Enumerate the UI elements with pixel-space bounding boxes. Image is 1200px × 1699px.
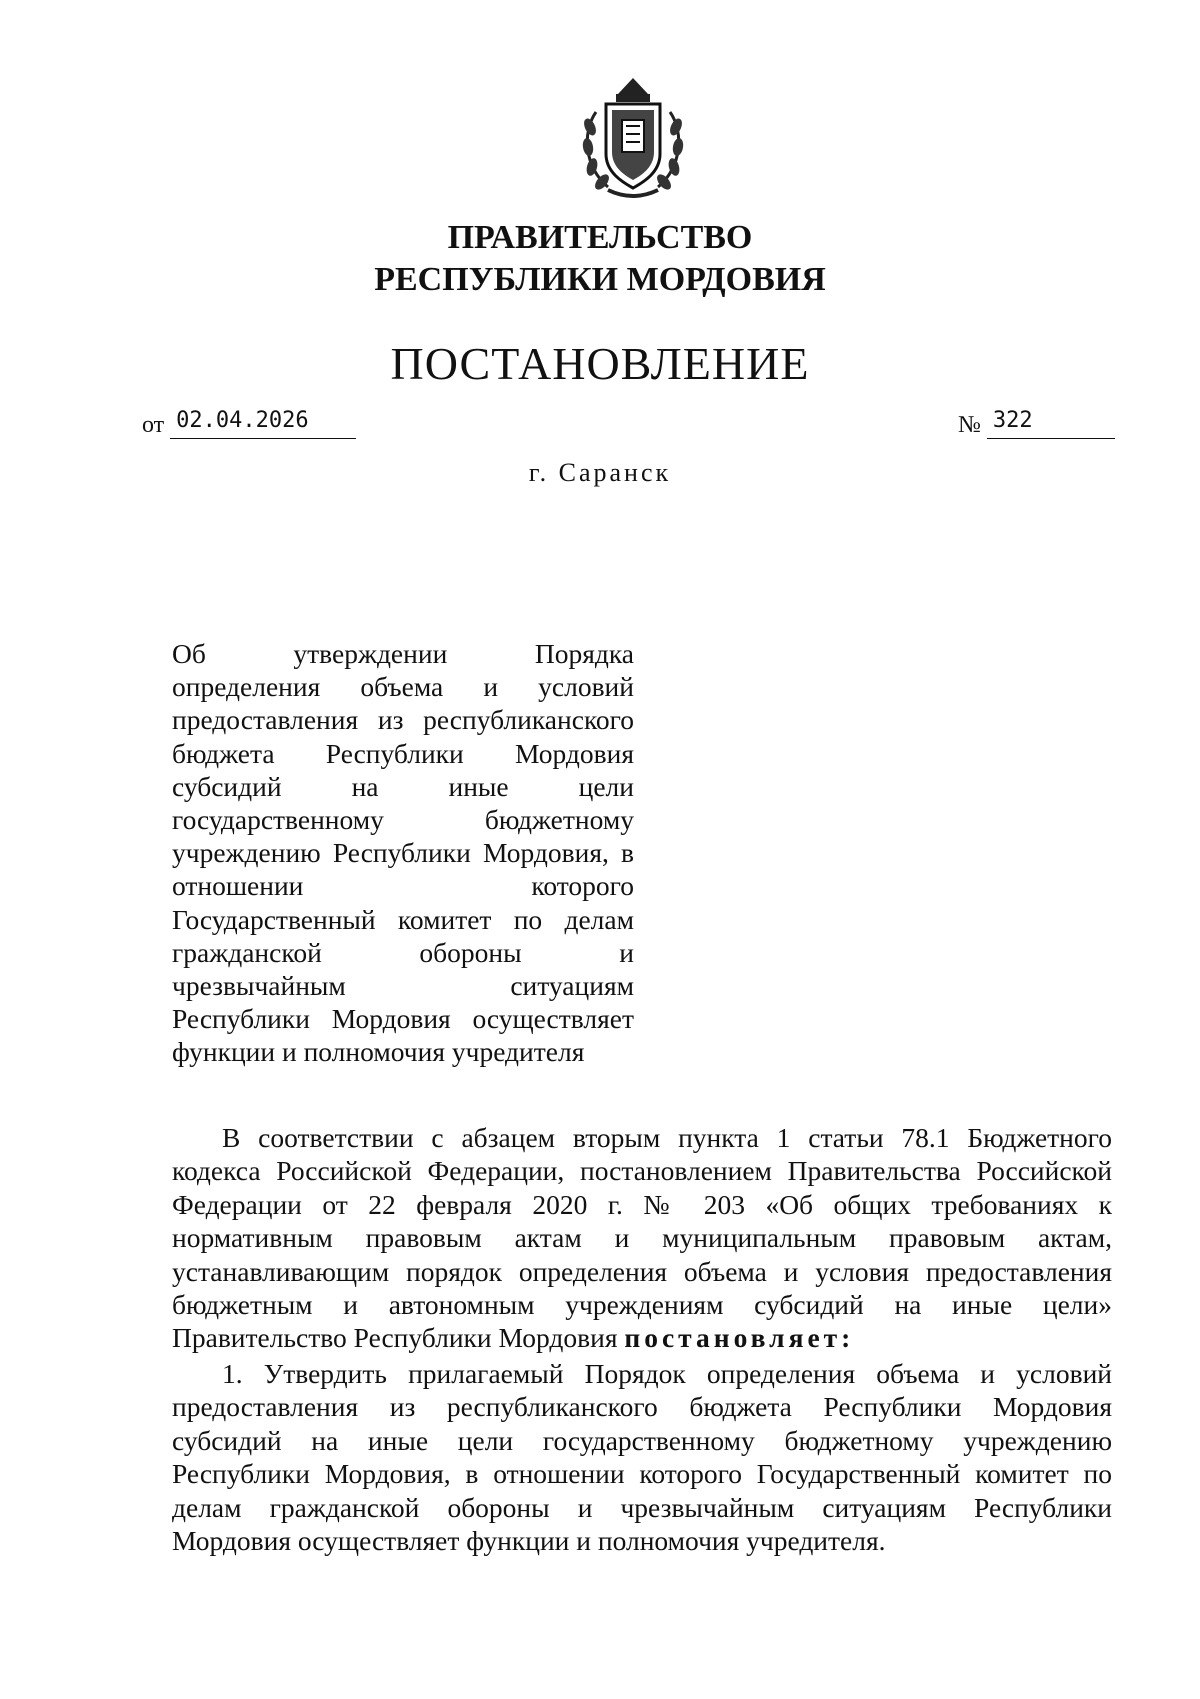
resolves-word: постановляет: [624,1322,855,1354]
subject-line: государственному бюджетному [172,804,634,836]
subject-line: гражданской обороны и [172,936,634,968]
paragraph-line: предоставления из республиканского бюджета Республики Мордовия [172,1391,1112,1423]
paragraph-line: 1. Утвердить прилагаемый Порядок определения объема и условий [222,1358,1112,1389]
paragraph-line: кодекса Российской Федерации, постановлением Правительства Российской [172,1155,1112,1187]
subject-line: функции и полномочия учредителя [172,1036,585,1068]
paragraph-line: Республики Мордовия, в отношении которого Государственный комитет по [172,1458,1112,1490]
document-type-title: ПОСТАНОВЛЕНИЕ [390,338,810,389]
number-label: № [958,412,981,438]
city-line: г. Саранск [528,458,672,487]
paragraph-line: В соответствии с абзацем вторым пункта 1 статьи 78.1 Бюджетного [222,1122,1112,1153]
government-name-line2: РЕСПУБЛИКИ МОРДОВИЯ [374,261,826,298]
number-field [958,408,1115,439]
clause-1-paragraph [172,1357,1112,1557]
subject-line: субсидий на иные цели [172,770,634,802]
document-subject [172,637,634,1069]
number-value: 322 [987,408,1115,439]
preamble-paragraph [172,1121,1112,1355]
subject-line: Республики Мордовия осуществляет [172,1003,634,1035]
paragraph-line: субсидий на иные цели государственному бюджетному учреждению [172,1424,1112,1456]
paragraph-line: Федерации от 22 февраля 2020 г. № 203 «Об общих требованиях к [172,1188,1112,1220]
paragraph-line: устанавливающим порядок определения объема и условия предоставления [172,1255,1112,1287]
subject-line: бюджета Республики Мордовия [172,737,634,769]
date-value: 02.04.2026 [170,408,356,439]
subject-line: чрезвычайным ситуациям [172,970,634,1002]
date-label: от [142,412,165,438]
paragraph-line: Мордовия осуществляет функции и полномочия учредителя. [172,1525,886,1557]
paragraph-line: нормативным правовым актам и муниципальным правовым актам, [172,1222,1112,1254]
paragraph-line: бюджетным и автономным учреждениям субсидий на иные цели» [172,1289,1112,1321]
subject-line: определения объема и условий [172,671,634,703]
subject-line: Государственный комитет по делам [172,903,634,935]
mordovia-coat-of-arms-icon [578,72,688,202]
subject-line: Об утверждении Порядка [172,638,634,669]
date-field [142,408,356,439]
subject-line: учреждению Республики Мордовия, в [172,837,634,869]
paragraph-line-final [172,1321,1112,1354]
paragraph-line: делам гражданской обороны и чрезвычайным ситуациям Республики [172,1491,1112,1523]
government-subject-text: Правительство Республики Мордовия [172,1322,625,1354]
government-name-line1: ПРАВИТЕЛЬСТВО [447,219,753,256]
subject-line: отношении которого [172,870,634,902]
subject-line: предоставления из республиканского [172,704,634,736]
